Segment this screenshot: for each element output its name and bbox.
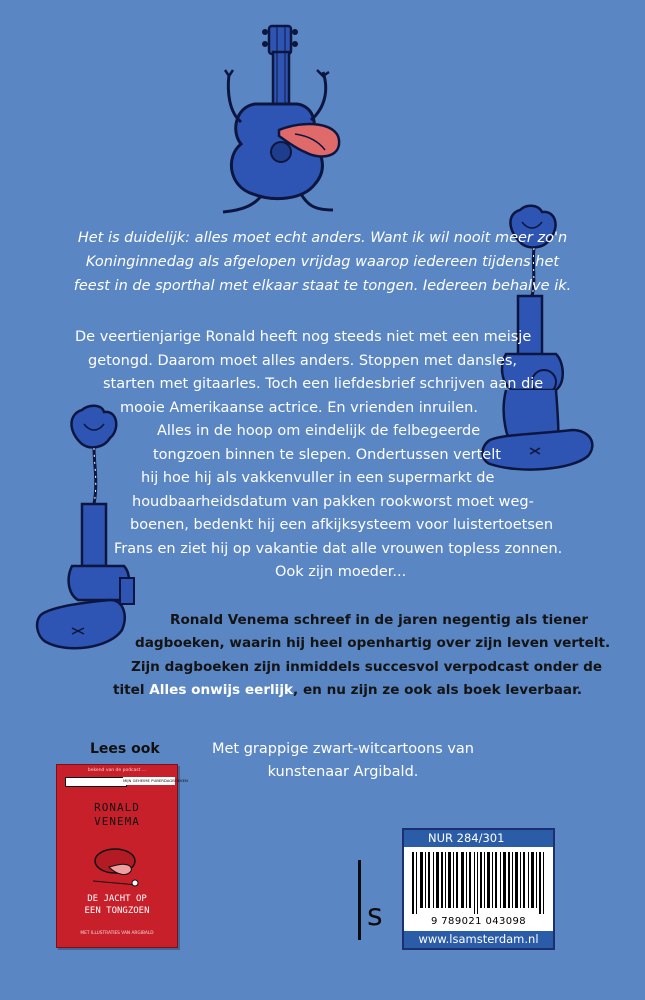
book-title bbox=[57, 893, 177, 917]
book-author-line: RONALD bbox=[94, 801, 140, 814]
publisher-logo: s bbox=[367, 898, 383, 933]
bio-line: Ronald Venema schreef in de jaren negentig als tiener bbox=[170, 612, 589, 628]
isbn-barcode bbox=[412, 852, 545, 914]
lees-ook-label: Lees ook bbox=[90, 741, 160, 757]
body-line: getongd. Daarom moet alles anders. Stoppen met dansles, bbox=[88, 353, 518, 369]
cartoons-note bbox=[163, 738, 523, 784]
intro-line: Koninginnedag als afgelopen vrijdag waarop iedereen tijdens het bbox=[85, 254, 560, 270]
book-footer: MET ILLUSTRATIES VAN ARGIBALD bbox=[80, 931, 154, 936]
bio-title-highlight: Alles onwijs eerlijk bbox=[149, 682, 294, 698]
book-pen-icon bbox=[65, 777, 127, 787]
book-tag: MIJN GEHEIME PUBERDAGBOEKEN bbox=[123, 778, 188, 783]
book-title-line: DE JACHT OP bbox=[87, 894, 147, 904]
body-line: De veertienjarige Ronald heeft nog steeds niet met een meisje bbox=[75, 329, 532, 345]
book-top-line: bekend van de podcast ... bbox=[87, 768, 147, 773]
related-book-cover[interactable] bbox=[56, 764, 188, 948]
intro-quote bbox=[0, 226, 645, 298]
guitar-mascot-illustration bbox=[205, 12, 375, 222]
publisher-url[interactable]: www.lsamsterdam.nl bbox=[404, 931, 553, 948]
intro-line: Het is duidelijk: alles moet echt anders. Want ik wil nooit meer zo'n bbox=[77, 230, 568, 246]
body-line: houdbaarheidsdatum van pakken rookworst moet weg- bbox=[132, 494, 534, 510]
body-line: hij hoe hij als vakkenvuller in een supermarkt de bbox=[141, 470, 495, 486]
book-title-line: EEN TONGZOEN bbox=[84, 906, 150, 916]
nur-code: NUR 284/301 bbox=[404, 830, 553, 847]
barcode-box bbox=[402, 828, 555, 950]
body-line: Alles in de hoop om eindelijk de felbegeerde bbox=[157, 423, 481, 439]
bio-line: Zijn dagboeken zijn inmiddels succesvol verpodcast onder de bbox=[131, 659, 603, 675]
body-line: tongzoen binnen te slepen. Ondertussen vertelt bbox=[153, 447, 501, 463]
body-line: boenen, bedenkt hij een afkijksysteem voor luistertoetsen bbox=[130, 517, 554, 533]
body-line: Ook zijn moeder... bbox=[275, 564, 407, 580]
isbn-number: 9 789021 043098 bbox=[430, 916, 527, 927]
bio-suffix: , en nu zijn ze ook als boek leverbaar. bbox=[293, 682, 583, 698]
book-author-line: VENEMA bbox=[94, 815, 140, 828]
cartoons-line: Met grappige zwart-witcartoons van bbox=[211, 741, 474, 757]
cartoons-line: kunstenaar Argibald. bbox=[267, 764, 419, 780]
bio-line-last bbox=[113, 679, 582, 702]
book-guitar-icon bbox=[87, 841, 147, 891]
body-line: starten met gitaarles. Toch een liefdesbrief schrijven aan die bbox=[103, 376, 544, 392]
publisher-logo-bar bbox=[358, 860, 361, 940]
body-line: Frans en ziet hij op vakantie dat alle vrouwen topless zonnen. bbox=[114, 541, 563, 557]
body-line: mooie Amerikaanse actrice. En vrienden inruilen. bbox=[120, 400, 478, 416]
bio-line: dagboeken, waarin hij heel openhartig over zijn leven vertelt. bbox=[135, 635, 611, 651]
bio-prefix: titel bbox=[113, 682, 150, 698]
book-author bbox=[57, 801, 177, 829]
intro-line: feest in de sporthal met elkaar staat te tongen. Iedereen behalve ik. bbox=[73, 278, 572, 294]
